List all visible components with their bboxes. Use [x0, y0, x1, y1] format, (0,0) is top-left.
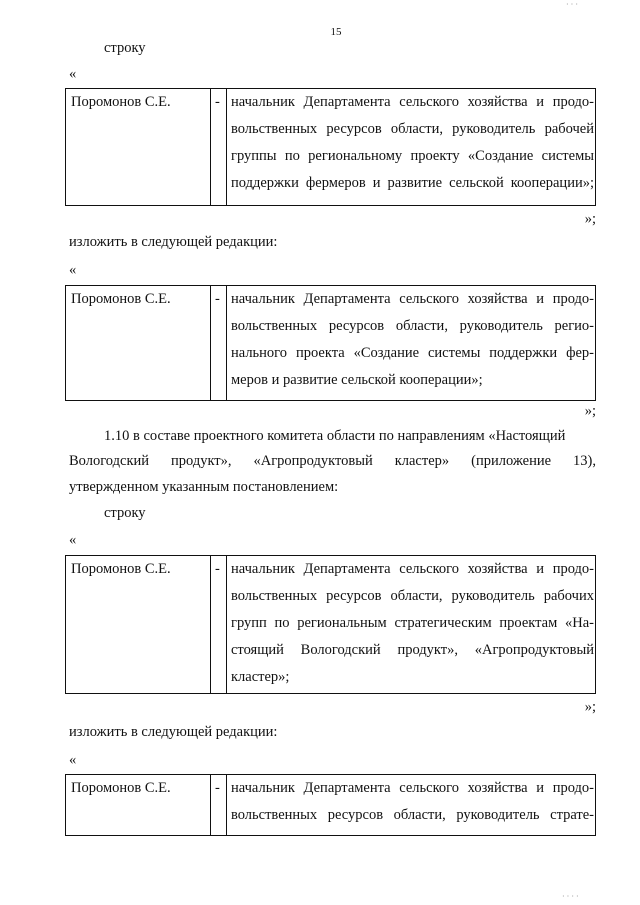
block4-open-quote: « — [69, 752, 77, 768]
block2-name: Поромонов С.Е. — [71, 291, 171, 307]
block3-dash: - — [215, 561, 220, 577]
scan-mark-bottom: · · · · — [562, 892, 579, 901]
block3-intro: строку — [104, 505, 146, 521]
paragraph-word: продукт», — [170, 453, 232, 469]
block1-close-quote: »; — [584, 211, 596, 227]
block4-desc-line: начальник Департамента сельского хозяйства и продо- — [231, 780, 594, 796]
block1-dash: - — [215, 94, 220, 110]
scan-mark-top: · · · — [566, 0, 578, 9]
block3-name: Поромонов С.Е. — [71, 561, 171, 577]
block1-col-divider — [210, 88, 211, 206]
block2-col-divider — [226, 285, 227, 401]
paragraph-line-2 — [69, 452, 596, 470]
block4-intro: изложить в следующей редакции: — [69, 724, 278, 740]
block1-table — [65, 88, 596, 206]
block3-desc-line: групп по региональным стратегическим проектам «На- — [231, 615, 594, 631]
block3-close-quote: »; — [584, 699, 596, 715]
block3-table — [65, 555, 596, 694]
block3-open-quote: « — [69, 532, 77, 548]
paragraph-word: (приложение — [471, 453, 552, 469]
block3-desc-line: стоящий Вологодский продукт», «Агропродуктовый — [231, 642, 594, 658]
paragraph-word: «Агропродуктовый — [253, 453, 373, 469]
block1-desc-line: поддержки фермеров и развитие сельской кооперации»; — [231, 175, 594, 191]
block4-name: Поромонов С.Е. — [71, 780, 171, 796]
block3-description — [231, 556, 594, 691]
paragraph-word: 13), — [573, 453, 597, 469]
block1-open-quote: « — [69, 66, 77, 82]
block1-intro: строку — [104, 40, 146, 56]
block4-dash: - — [215, 780, 220, 796]
block1-description — [231, 89, 594, 197]
block2-description — [231, 286, 594, 394]
block2-desc-line: вольственных ресурсов области, руководитель регио- — [231, 318, 594, 334]
paragraph-line-1: 1.10 в составе проектного комитета области по направлениям «Настоящий — [104, 428, 566, 444]
block3-col-divider — [210, 555, 211, 694]
block2-table — [65, 285, 596, 401]
block4-description — [231, 775, 594, 829]
block3-desc-line: кластер»; — [231, 669, 290, 685]
block4-col-divider — [210, 774, 211, 836]
block2-intro: изложить в следующей редакции: — [69, 234, 278, 250]
block2-close-quote: »; — [584, 403, 596, 419]
block2-desc-line: начальник Департамента сельского хозяйства и продо- — [231, 291, 594, 307]
block3-desc-line: начальник Департамента сельского хозяйства и продо- — [231, 561, 594, 577]
block4-col-divider — [226, 774, 227, 836]
block4-desc-line: вольственных ресурсов области, руководитель страте- — [231, 807, 594, 823]
page-number: 15 — [330, 26, 342, 38]
block1-name: Поромонов С.Е. — [71, 94, 171, 110]
block2-desc-line: нального проекта «Создание системы поддержки фер- — [231, 345, 594, 361]
paragraph-word: кластер» — [394, 453, 450, 469]
block3-col-divider — [226, 555, 227, 694]
block2-desc-line: меров и развитие сельской кооперации»; — [231, 372, 483, 388]
block1-col-divider — [226, 88, 227, 206]
block3-desc-line: вольственных ресурсов области, руководитель рабочих — [231, 588, 594, 604]
paragraph-word: Вологодский — [69, 453, 150, 469]
block1-desc-line: начальник Департамента сельского хозяйства и продо- — [231, 94, 594, 110]
block2-open-quote: « — [69, 262, 77, 278]
block2-col-divider — [210, 285, 211, 401]
paragraph-line-3: утвержденном указанным постановлением: — [69, 479, 339, 495]
block1-desc-line: вольственных ресурсов области, руководитель рабочей — [231, 121, 594, 137]
block1-desc-line: группы по региональному проекту «Создание системы — [231, 148, 594, 164]
block2-dash: - — [215, 291, 220, 307]
block4-table — [65, 774, 596, 836]
